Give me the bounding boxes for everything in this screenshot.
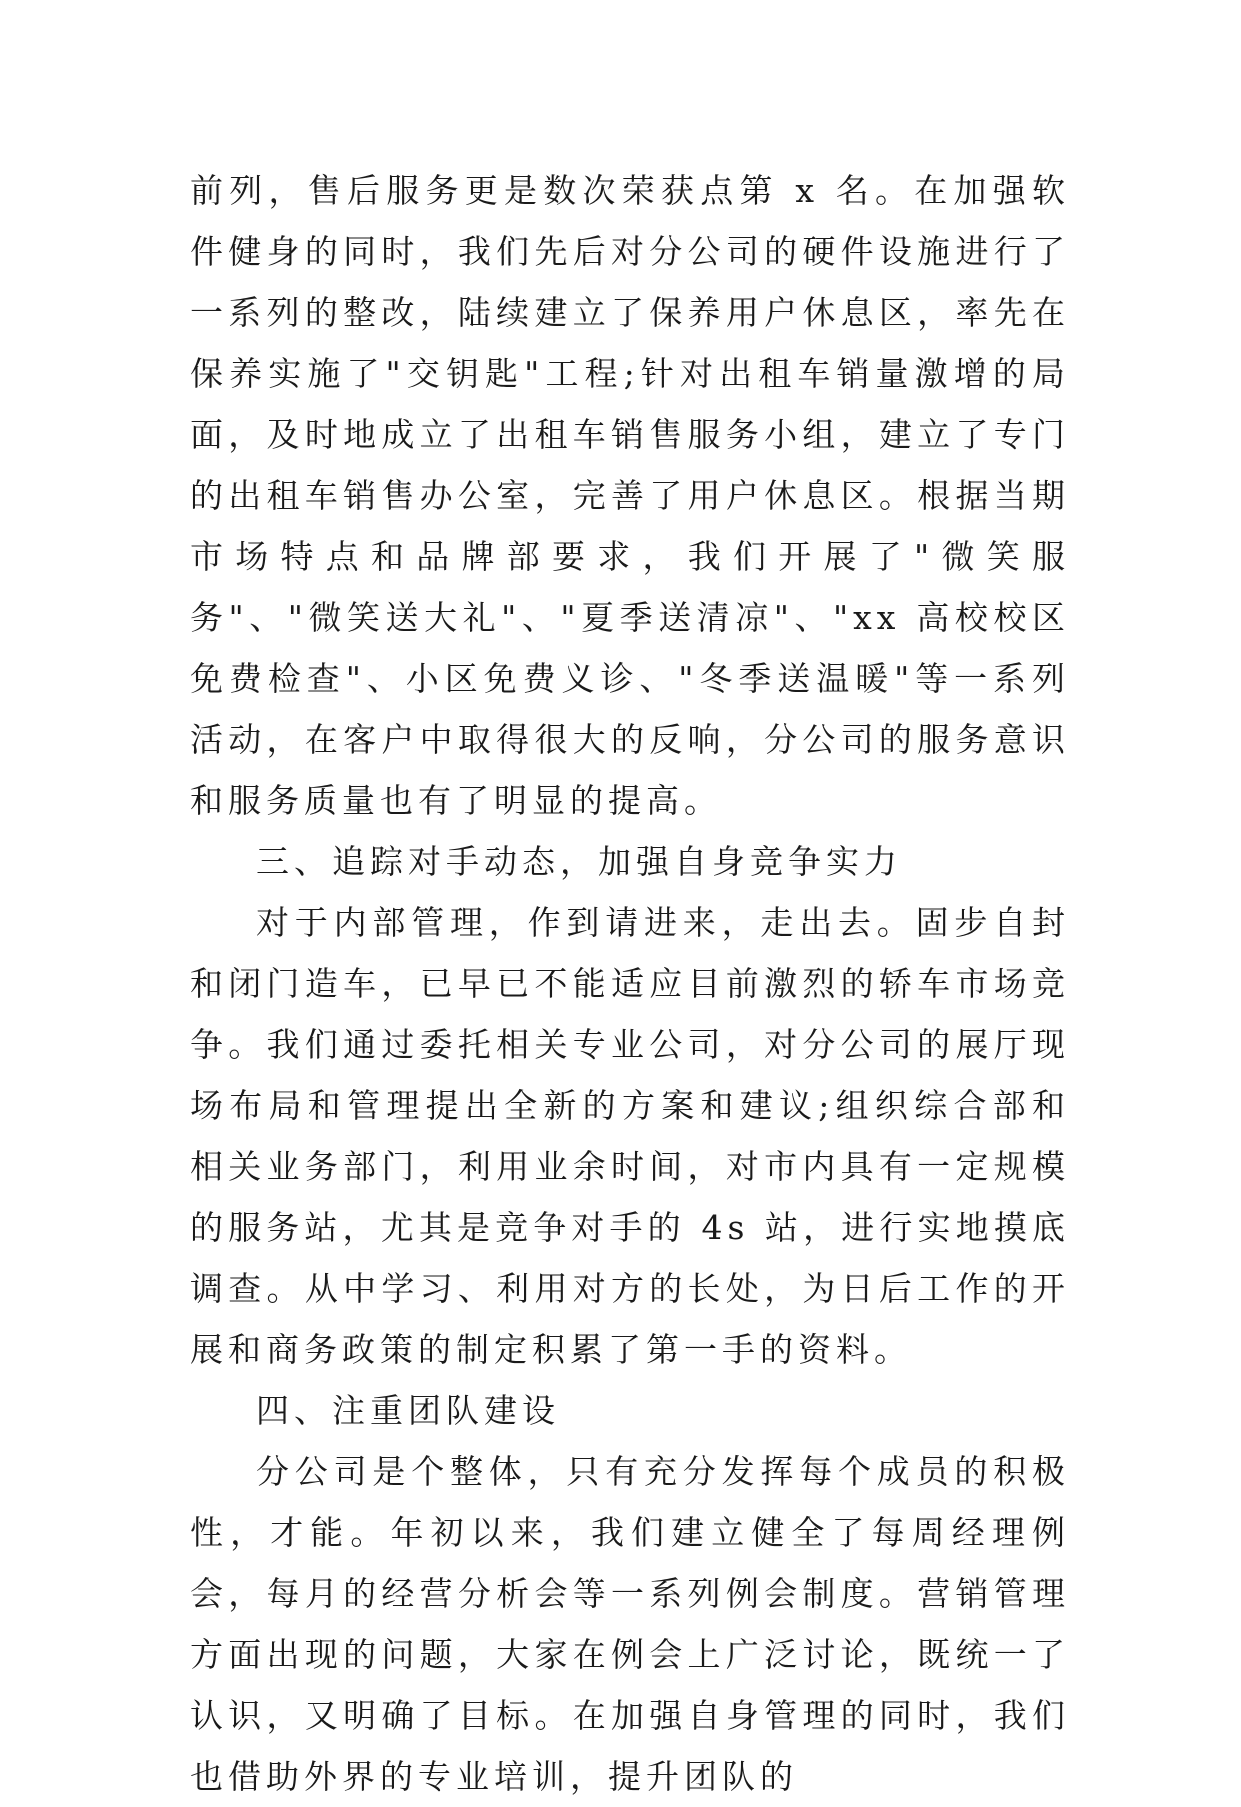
document-body (190, 160, 1070, 1807)
section-heading-3: 三、追踪对手动态，加强自身竞争实力 (256, 842, 902, 881)
section-heading-4: 四、注重团队建设 (256, 1391, 560, 1430)
paragraph-team-building: 分公司是个整体，只有充分发挥每个成员的积极性，才能。年初以来，我们建立健全了每周经理例会，每月的经营分析会等一系列例会制度。营销管理方面出现的问题，大家在例会上广泛讨论，既统一了认识，又明确了目标。在加强自身管理的同时，我们也借助外界的专业培训，提升团队的 (190, 1452, 1070, 1796)
paragraph-continued-service: 前列，售后服务更是数次荣获点第 x 名。在加强软件健身的同时，我们先后对分公司的硬件设施进行了一系列的整改，陆续建立了保养用户休息区，率先在保养实施了"交钥匙"工程;针对出租车销量激增的局面，及时地成立了出租车销售服务小组，建立了专门的出租车销售办公室，完善了用户休息区。根据当期市场特点和品牌部要求，我们开展了"微笑服务"、"微笑送大礼"、"夏季送清凉"、"xx 高校校区免费检查"、小区免费义诊、"冬季送温暖"等一系列活动，在客户中取得很大的反响，分公司的服务意识和服务质量也有了明显的提高。 (190, 171, 1070, 820)
paragraph-competitor-tracking: 对于内部管理，作到请进来，走出去。固步自封和闭门造车，已早已不能适应目前激烈的轿车市场竞争。我们通过委托相关专业公司，对分公司的展厅现场布局和管理提出全新的方案和建议;组织综合部和相关业务部门，利用业余时间，对市内具有一定规模的服务站，尤其是竞争对手的 4s 站，进行实地摸底调查。从中学习、利用对方的长处，为日后工作的开展和商务政策的制定积累了第一手的资料。 (190, 903, 1070, 1369)
